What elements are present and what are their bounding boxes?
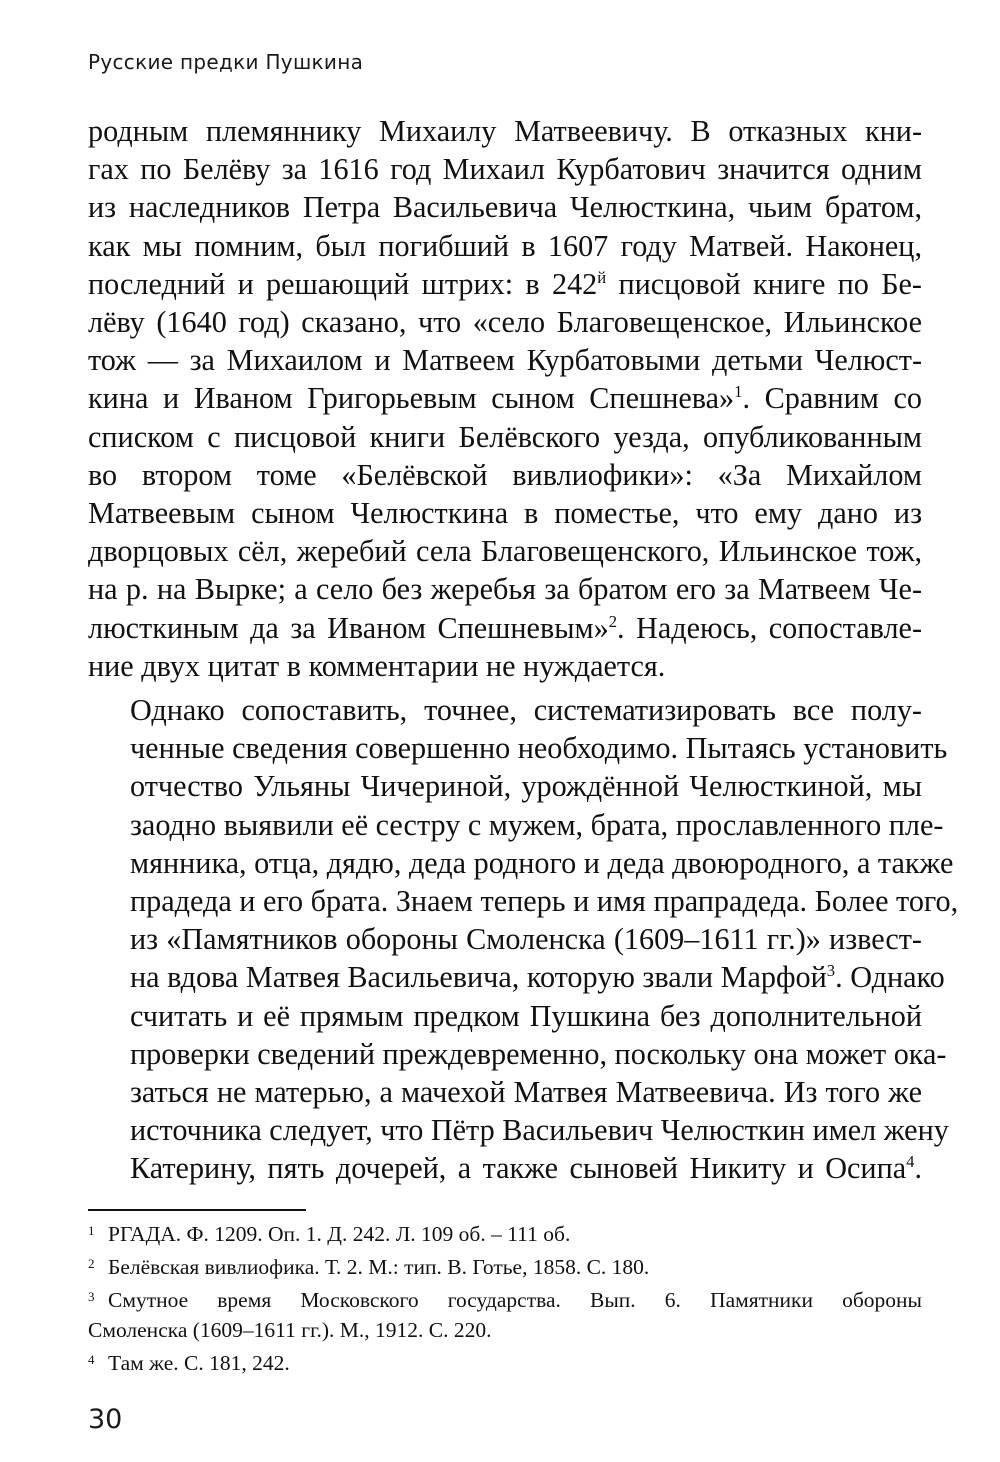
text-line: списком с писцовой книги Белёвского уезда, опубликованным bbox=[88, 419, 922, 454]
text-line: во втором томе «Белёвской вивлиофики»: «За Михайлом bbox=[88, 457, 922, 492]
text-line: кина и Иваном Григорьевым сыном Спешнева»$^1$. Сравним со bbox=[88, 381, 922, 416]
footnote-number: 2 bbox=[88, 1256, 95, 1271]
footnote-number: 4 bbox=[88, 1352, 95, 1367]
text-line: заться не матерью, а мачехой Матвея Матвеевича. Из того же bbox=[130, 1075, 922, 1110]
text-line: проверки сведений преждевременно, поскольку она может ока- bbox=[130, 1036, 947, 1071]
footnote-1 bbox=[88, 1216, 922, 1249]
text-line: Однако сопоставить, точнее, систематизировать все полу- bbox=[130, 693, 922, 728]
text-line: из наследников Петра Васильевича Челюсткина, чьим братом, bbox=[88, 190, 922, 225]
text-line: тож — за Михаилом и Матвеем Курбатовыми детьми Челюст- bbox=[88, 343, 922, 378]
text-line: родным племяннику Михаилу Матвеевичу. В отказных кни- bbox=[88, 114, 922, 148]
paragraph-1 bbox=[88, 112, 922, 685]
footnote-text: Белёвская вивлиофика. Т. 2. М.: тип. В. Готье, 1858. С. 180. bbox=[108, 1255, 650, 1279]
text-line: Катерину, пять дочерей, а также сыновей Никиту и Осипа$^4$. bbox=[130, 1151, 922, 1186]
text-line: гах по Белёву за 1616 год Михаил Курбатович значится одним bbox=[88, 152, 922, 187]
text-line: Матвеевым сыном Челюсткина в поместье, что ему дано из bbox=[88, 496, 922, 531]
footnote-text: Там же. С. 181, 242. bbox=[108, 1351, 290, 1375]
text-line: ние двух цитат в комментарии не нуждается. bbox=[88, 648, 666, 683]
text-line: считать и её прямым предком Пушкина без дополнительной bbox=[130, 998, 922, 1033]
footnote-text: Смутное время Московского государства. Вып. 6. Памятники обороны bbox=[108, 1288, 922, 1312]
footnote-number: 3 bbox=[88, 1289, 95, 1304]
footnote-4 bbox=[88, 1345, 922, 1378]
body-text bbox=[88, 112, 959, 1188]
footnote-marker: 4 bbox=[906, 1152, 915, 1172]
paragraph-2 bbox=[88, 691, 959, 1188]
text-line: отчество Ульяны Чичериной, урождённой Челюсткиной, мы bbox=[130, 769, 922, 804]
footnote-text: РГАДА. Ф. 1209. Оп. 1. Д. 242. Л. 109 об. – 111 об. bbox=[108, 1222, 571, 1246]
footnote-marker: 2 bbox=[608, 611, 618, 631]
footnote-divider bbox=[88, 1209, 306, 1211]
text-line: мянника, отца, дядю, деда родного и деда двоюродного, а также bbox=[130, 845, 954, 880]
footnote-2 bbox=[88, 1249, 922, 1282]
text-line: дворцовых сёл, жеребий села Благовещенского, Ильинское тож, bbox=[88, 534, 922, 569]
footnote-marker: 1 bbox=[734, 382, 743, 402]
footnote-marker: й bbox=[597, 267, 607, 287]
text-line: ченные сведения совершенно необходимо. Пытаясь установить bbox=[130, 731, 948, 766]
text-line: лёву (1640 год) сказано, что «село Благовещенское, Ильинское bbox=[88, 305, 922, 340]
text-line: из «Памятников обороны Смоленска (1609–1611 гг.)» извест- bbox=[130, 922, 922, 957]
text-line: прадеда и его брата. Знаем теперь и имя прапрадеда. Более того, bbox=[130, 884, 959, 919]
footnotes bbox=[88, 1216, 922, 1378]
footnote-marker: 3 bbox=[826, 961, 836, 981]
footnote-3 bbox=[88, 1282, 922, 1345]
text-line: как мы помним, был погибший в 1607 году Матвей. Наконец, bbox=[88, 228, 922, 263]
text-line: на р. на Вырке; а село без жеребья за братом его за Матвеем Че- bbox=[88, 572, 922, 607]
running-head: Русские предки Пушкина bbox=[88, 50, 364, 74]
text-line: источника следует, что Пётр Васильевич Челюсткин имел жену bbox=[130, 1113, 949, 1148]
footnote-text: Смоленска (1609–1611 гг.). М., 1912. С. 220. bbox=[88, 1318, 492, 1342]
footnote-number: 1 bbox=[88, 1223, 95, 1238]
page-number: 30 bbox=[88, 1404, 123, 1435]
text-line: заодно выявили её сестру с мужем, брата, прославленного пле- bbox=[130, 807, 944, 842]
text-line: люсткиным да за Иваном Спешневым»$^2$. Надеюсь, сопоставле- bbox=[88, 610, 922, 645]
text-line: на вдова Матвея Васильевича, которую звали Марфой$^3$. Однако bbox=[130, 960, 945, 995]
text-line: последний и решающий штрих: в $242^й$ писцовой книге по Бе- bbox=[88, 266, 922, 301]
